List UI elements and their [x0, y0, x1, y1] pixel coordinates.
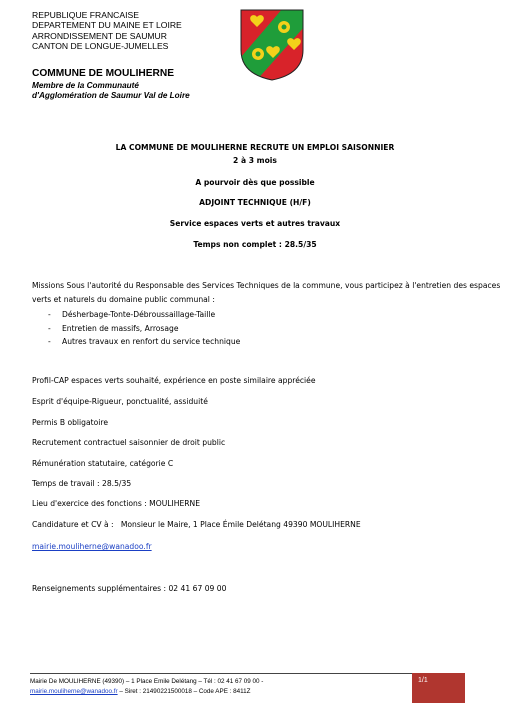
footer-siret: – Siret : 21490221500018 – Code APE : 8411Z — [117, 687, 251, 695]
header-line: REPUBLIQUE FRANCAISE — [32, 10, 139, 20]
membership-line-1: Membre de la Communauté — [32, 81, 139, 90]
profile-line: Profil-CAP espaces verts souhaité, expérience en poste similaire appréciée — [32, 376, 316, 385]
page-number-badge: 1/1 — [412, 673, 465, 703]
working-time-line: Temps de travail : 28.5/35 — [32, 479, 132, 488]
offer-availability: A pourvoir dès que possible — [195, 178, 315, 187]
footer-address — [30, 677, 263, 696]
footer-line-1: Mairie De MOULIHERNE (49390) – 1 Place Emile Delétang – Tél : 02 41 67 09 00 - — [30, 678, 264, 685]
workplace-line: Lieu d'exercice des fonctions : MOULIHERNE — [32, 499, 200, 508]
header-line: ARRONDISSEMENT DE SAUMUR — [32, 30, 167, 41]
commune-name: COMMUNE DE MOULIHERNE — [32, 68, 175, 79]
membership-line-2: d'Agglomération de Saumur Val de Loire — [32, 91, 190, 100]
application-address: Monsieur le Maire, 1 Place Émile Delétang 49390 MOULIHERNE — [120, 520, 361, 529]
info-line: Renseignements supplémentaires : 02 41 67 09 00 — [32, 584, 227, 593]
footer-divider — [30, 673, 465, 674]
task-list — [32, 308, 240, 349]
licence-line: Permis B obligatoire — [32, 418, 108, 427]
contract-line: Recrutement contractuel saisonnier de droit public — [32, 438, 226, 447]
list-item: - Entretien de massifs, Arrosage — [32, 322, 240, 336]
offer-service: Service espaces verts et autres travaux — [169, 219, 341, 228]
qualities-line: Esprit d'équipe-Rigueur, ponctualité, assiduité — [32, 397, 208, 406]
application-label: Candidature et CV à : — [32, 520, 114, 529]
offer-duration: 2 à 3 mois — [233, 156, 277, 165]
offer-title: LA COMMUNE DE MOULIHERNE RECRUTE UN EMPLOI SAISONNIER — [115, 143, 395, 152]
footer-email-link[interactable]: mairie.mouliherne@wanadoo.fr — [30, 687, 118, 695]
missions-paragraph: Missions Sous l'autorité du Responsable des Services Techniques de la commune, vous participez à l'entretien des espaces verts et naturels du domaine public communal : — [32, 281, 501, 304]
commune-membership — [32, 81, 190, 101]
footer-line-2 — [30, 687, 263, 697]
coat-of-arms-icon — [239, 8, 305, 82]
salary-line: Rémunération statutaire, catégorie C — [32, 459, 174, 468]
administrative-header — [32, 10, 182, 52]
header-line: CANTON DE LONGUE-JUMELLES — [32, 41, 169, 52]
application-line — [32, 520, 361, 529]
application-email-row — [32, 542, 152, 551]
list-item: - Autres travaux en renfort du service technique — [32, 335, 240, 349]
list-item: - Désherbage-Tonte-Débroussaillage-Taille — [32, 308, 240, 322]
email-link[interactable]: mairie.mouliherne@wanadoo.fr — [32, 542, 152, 551]
offer-hours: Temps non complet : 28.5/35 — [193, 240, 317, 249]
header-line: DEPARTEMENT DU MAINE ET LOIRE — [32, 20, 182, 31]
offer-position: ADJOINT TECHNIQUE (H/F) — [199, 198, 311, 207]
